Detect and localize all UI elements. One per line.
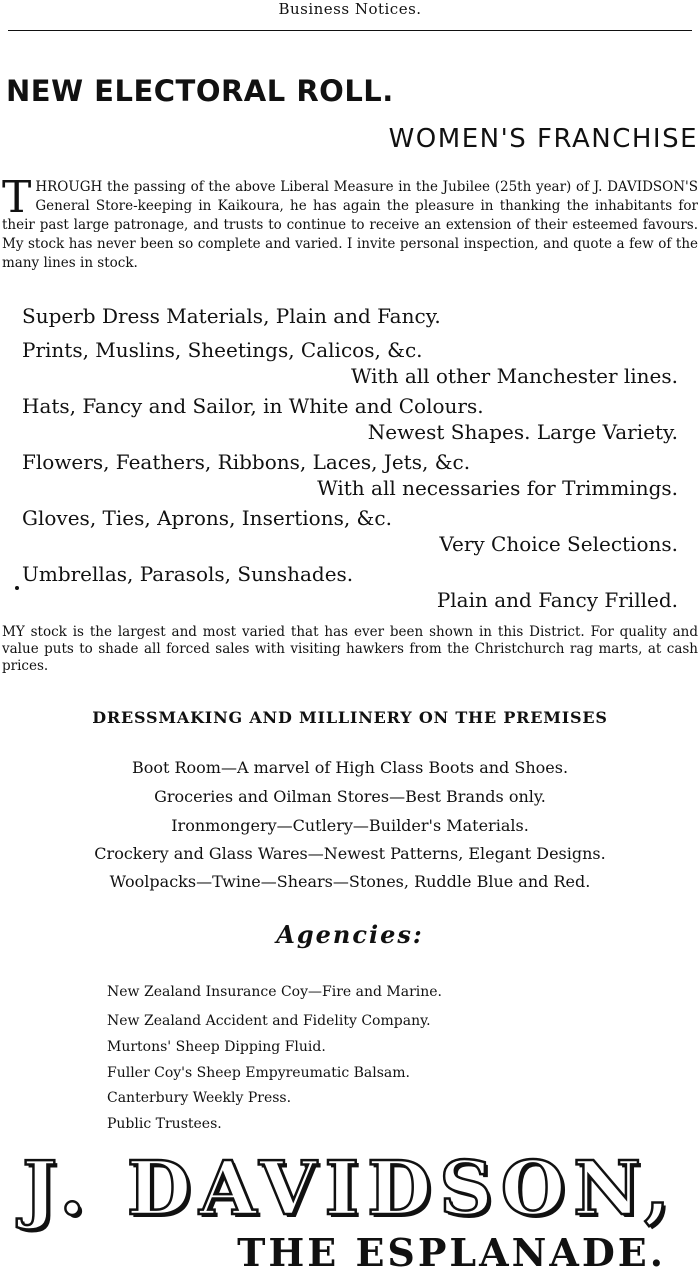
premises-title: DRESSMAKING AND MILLINERY ON THE PREMISES bbox=[92, 708, 608, 727]
intro-paragraph bbox=[2, 172, 698, 273]
agencies-title: Agencies: bbox=[276, 920, 424, 949]
department-line: Boot Room—A marvel of High Class Boots and Shoes. bbox=[131, 758, 569, 777]
department-line: Groceries and Oilman Stores—Best Brands only. bbox=[154, 787, 546, 806]
goods-line: Hats, Fancy and Sailor, in White and Colours. bbox=[22, 394, 484, 418]
notice-headline: NEW ELECTORAL ROLL. bbox=[6, 74, 394, 108]
agency-item: New Zealand Insurance Coy—Fire and Marine. bbox=[107, 984, 443, 1000]
department-line: Woolpacks—Twine—Shears—Stones, Ruddle Blue and Red. bbox=[109, 872, 591, 891]
notice-subheadline: WOMEN'S FRANCHISE bbox=[388, 124, 698, 154]
header-rule bbox=[8, 30, 692, 31]
goods-subline: With all other Manchester lines. bbox=[350, 364, 678, 388]
agency-item: New Zealand Accident and Fidelity Company. bbox=[107, 1013, 431, 1029]
agency-item: Murtons' Sheep Dipping Fluid. bbox=[107, 1039, 326, 1055]
stock-note: MY stock is the largest and most varied that has ever been shown in this District. For quality and value puts to shade all forced sales with visiting hawkers from the Christchurch rag marts, at cash prices. bbox=[2, 624, 698, 674]
department-line: Ironmongery—Cutlery—Builder's Materials. bbox=[171, 816, 529, 835]
agency-item: Public Trustees. bbox=[107, 1116, 222, 1132]
intro-body: HROUGH the passing of the above Liberal Measure in the Jubilee (25th year) of J. DAVIDSON'S General Store-keeping in Kaikoura, he has again the pleasure in thanking the inhabitants for their past large patronage, and trusts to continue to receive an extension of their esteemed favours. My stock has never been so complete and varied. I invite personal inspection, and quote a few of the many lines in stock. bbox=[2, 179, 698, 271]
goods-subline: Very Choice Selections. bbox=[439, 532, 678, 556]
goods-subline: With all necessaries for Trimmings. bbox=[317, 476, 678, 500]
proprietor-address: THE ESPLANADE. bbox=[237, 1230, 666, 1275]
ink-dot bbox=[15, 586, 19, 590]
department-line: Crockery and Glass Wares—Newest Patterns, Elegant Designs. bbox=[94, 844, 606, 863]
goods-line: Umbrellas, Parasols, Sunshades. bbox=[22, 562, 354, 586]
agency-item: Canterbury Weekly Press. bbox=[107, 1090, 292, 1106]
agency-item: Fuller Coy's Sheep Empyreumatic Balsam. bbox=[107, 1065, 410, 1081]
goods-line: Flowers, Feathers, Ribbons, Laces, Jets, &c. bbox=[22, 450, 471, 474]
page-header: Business Notices. bbox=[278, 0, 422, 18]
intro-dropcap: T bbox=[2, 172, 32, 223]
goods-line: Prints, Muslins, Sheetings, Calicos, &c. bbox=[22, 338, 423, 362]
goods-line: Gloves, Ties, Aprons, Insertions, &c. bbox=[22, 506, 392, 530]
goods-subline: Plain and Fancy Frilled. bbox=[436, 588, 678, 612]
proprietor-name: J. DAVIDSON, bbox=[22, 1146, 678, 1232]
goods-subline: Newest Shapes. Large Variety. bbox=[367, 420, 678, 444]
goods-line: Superb Dress Materials, Plain and Fancy. bbox=[22, 304, 441, 328]
